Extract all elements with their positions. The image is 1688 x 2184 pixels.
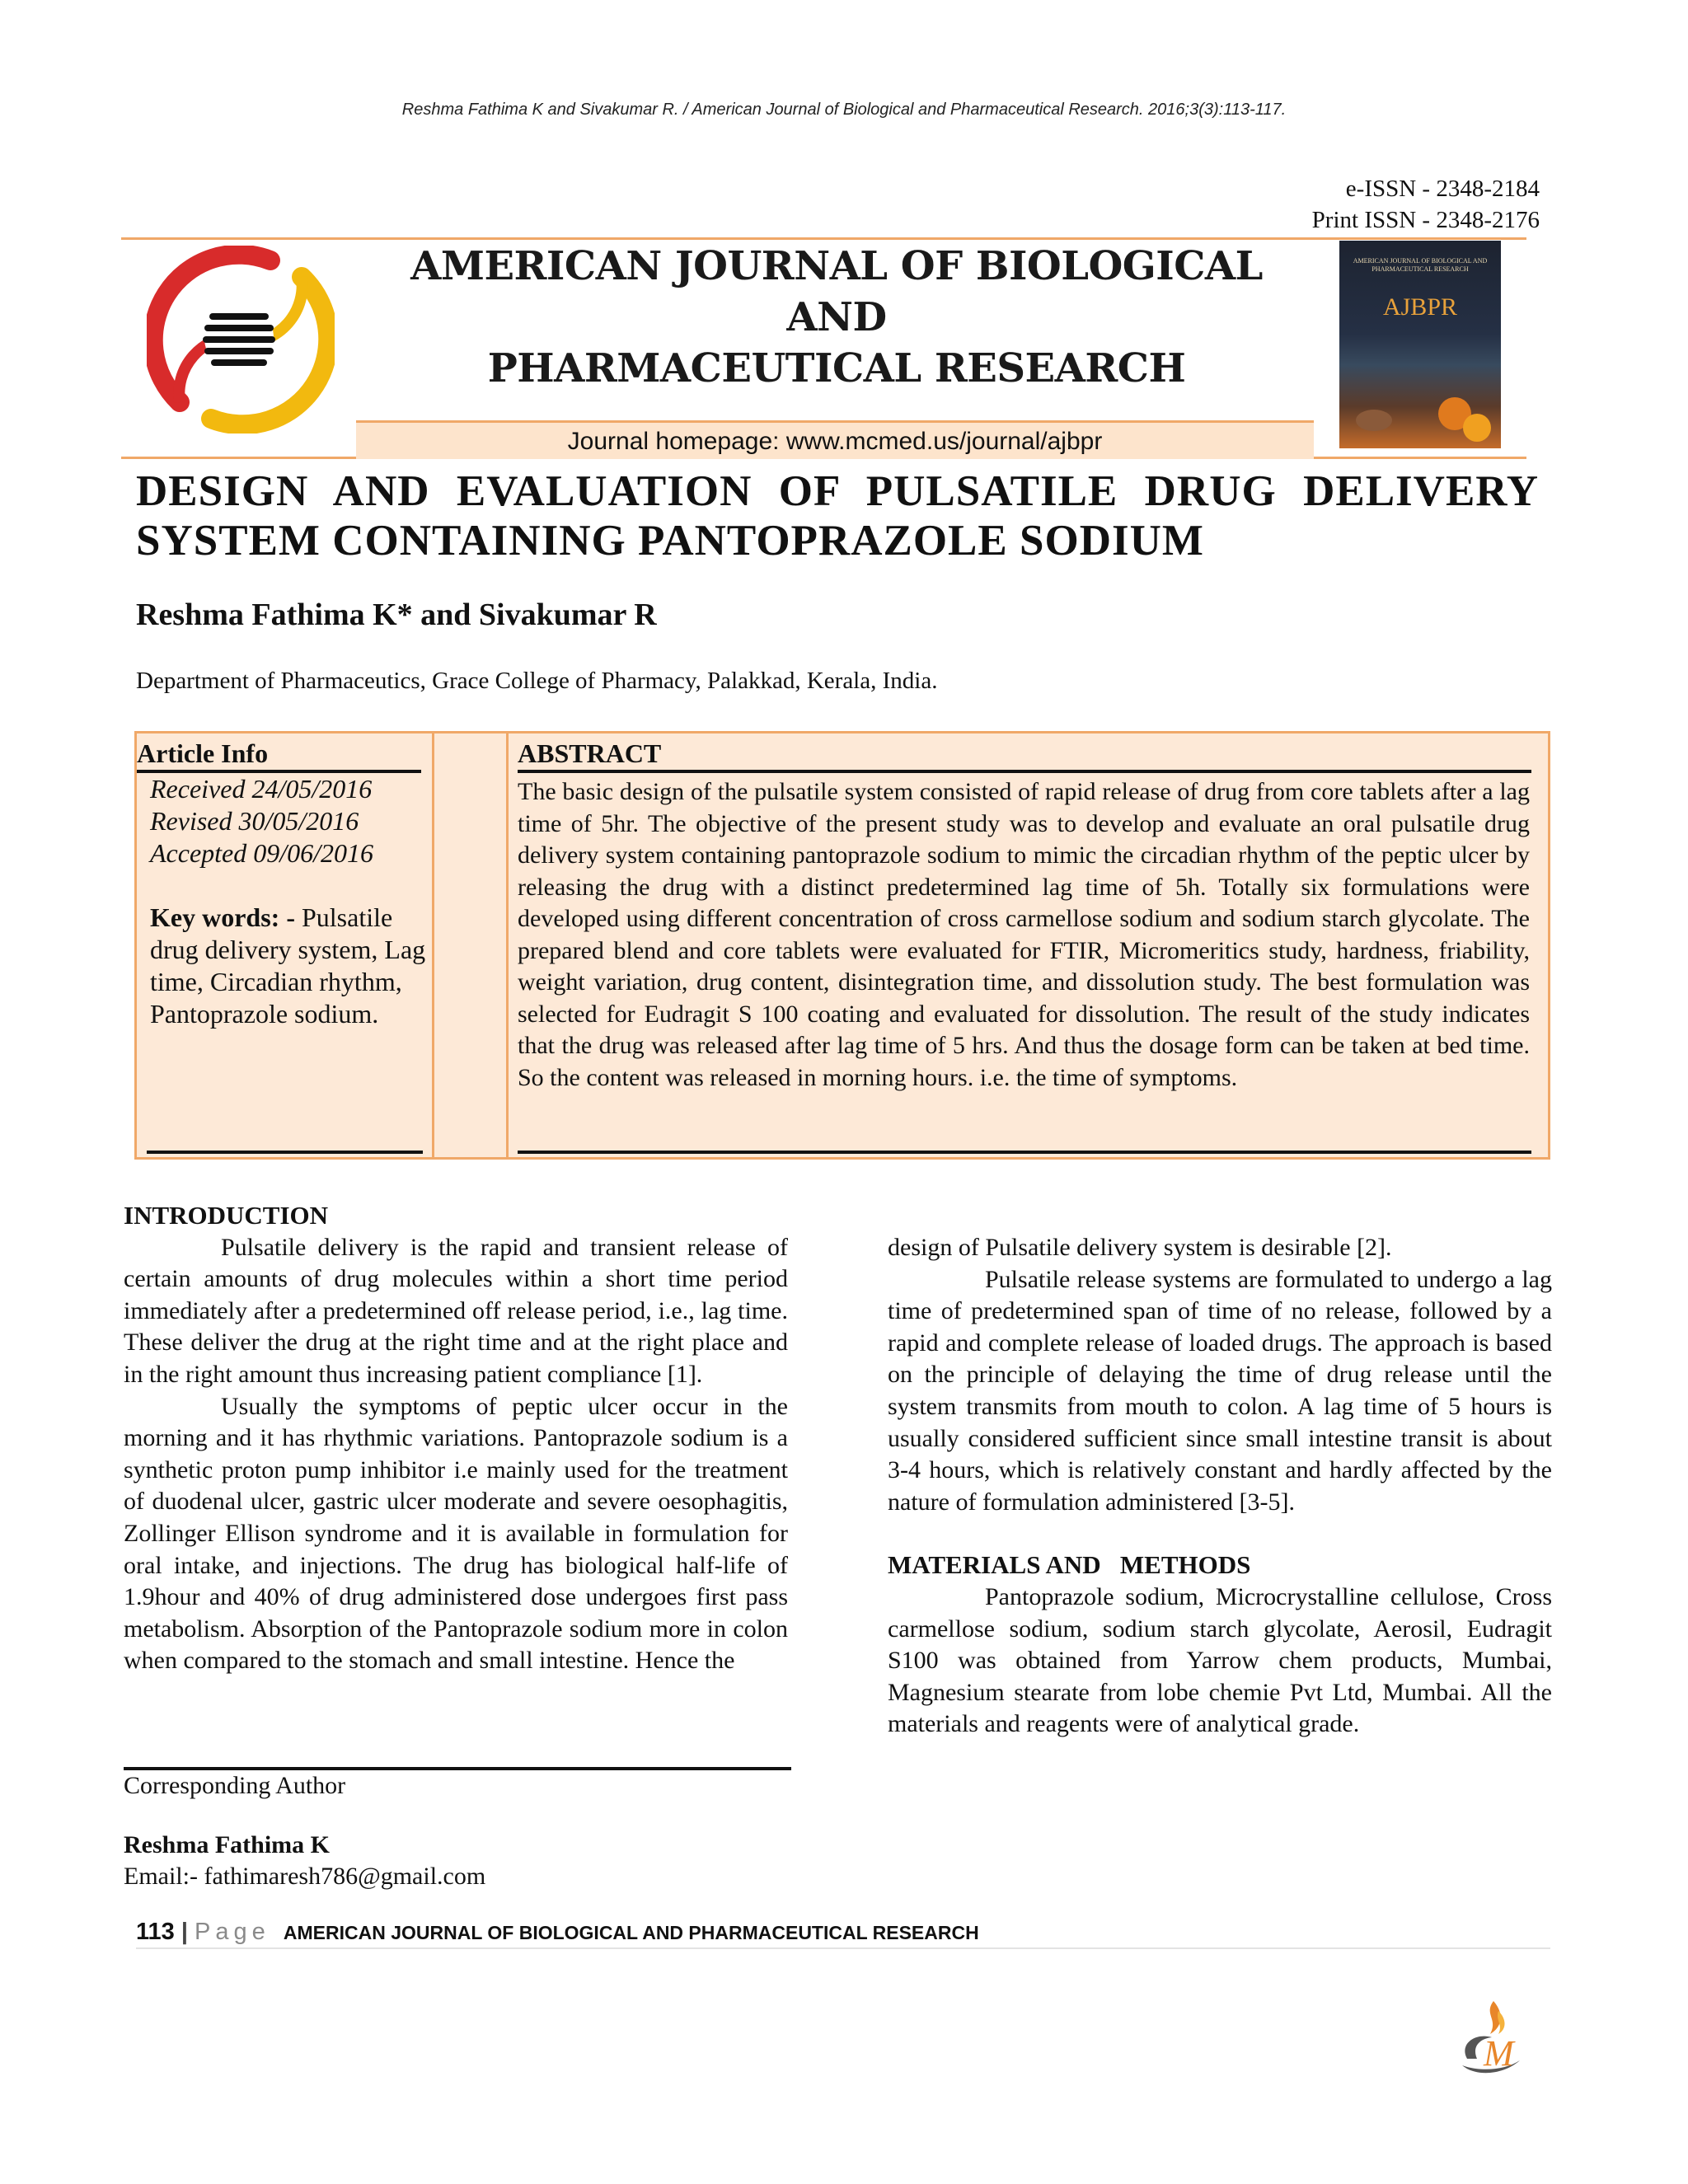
e-issn: e-ISSN - 2348-2184 — [1345, 176, 1540, 202]
running-head: Reshma Fathima K and Sivakumar R. / American Journal of Biological and Pharmaceutical Research. 2016;3(3):113-117. — [401, 101, 1287, 119]
svg-text:M: M — [1484, 2033, 1514, 2074]
page-footer — [136, 1919, 979, 1946]
cover-journal-name: AMERICAN JOURNAL OF BIOLOGICAL AND PHARMACEUTICAL RESEARCH — [1353, 257, 1488, 273]
journal-homepage[interactable]: Journal homepage: www.mcmed.us/journal/ajbpr — [567, 428, 1103, 455]
right-column — [888, 1232, 1552, 1741]
journal-cover-image — [1339, 241, 1501, 448]
cover-pill-shape — [1463, 414, 1491, 442]
page-number: 113 — [136, 1919, 175, 1945]
article-info-heading: Article Info — [137, 738, 269, 768]
affiliation: Department of Pharmaceutics, Grace College of Pharmacy, Palakkad, Kerala, India. — [136, 668, 938, 694]
introduction-paragraph: Pulsatile delivery is the rapid and transient release of certain amounts of drug molecules within a short time period immediately after a predetermined off release period, i.e., lag time. These deliver the drug at the right time and at the right place and in the right amount thus increasing patient compliance [1]. — [124, 1233, 788, 1388]
footer-journal-name: AMERICAN JOURNAL OF BIOLOGICAL AND PHARMACEUTICAL RESEARCH — [283, 1922, 979, 1943]
article-info-box — [134, 731, 1550, 1160]
page-word: Page — [195, 1919, 270, 1945]
issn-block — [1312, 173, 1540, 236]
introduction-paragraph: design of Pulsatile delivery system is desirable [2]. — [888, 1234, 1392, 1261]
publisher-logo — [1451, 1994, 1533, 2085]
masthead-top-rule — [121, 237, 1526, 240]
introduction-paragraph: Pulsatile release systems are formulated to undergo a lag time of predetermined span of time of no release, followed by a rapid and complete release of loaded drugs. The approach is based on the principle of delaying the time of drug release until the system transmits from mouth to colon. A lag time of 5 hours is usually considered sufficient since small intestine transit is about 3-4 hours, which is relatively constant and hardly affected by the nature of formulation administered [3-5]. — [888, 1265, 1552, 1516]
paper-title-line2: SYSTEM CONTAINING PANTOPRAZOLE SODIUM — [136, 517, 1204, 565]
received-date: Received 24/05/2016 — [150, 774, 373, 804]
methods-paragraph: Pantoprazole sodium, Microcrystalline cellulose, Cross carmellose sodium, sodium starch glycolate, Aerosil, Eudragit S100 was obtained from Yarrow chem products, Mumbai, Magnesium stearate from lobe chemie Pvt Ltd, Mumbai. All the materials and reagents were of analytical grade. — [888, 1582, 1552, 1738]
article-dates — [150, 773, 373, 869]
footer-separator: | — [181, 1919, 188, 1945]
revised-date: Revised 30/05/2016 — [150, 806, 359, 836]
article-info-bottom-rule — [147, 1151, 423, 1154]
journal-title-line1: AMERICAN JOURNAL OF BIOLOGICAL AND — [410, 243, 1263, 340]
abstract-rule — [518, 770, 1531, 773]
abstract-text: The basic design of the pulsatile system consisted of rapid release of drug from core tablets after a lag time of 5hr. The objective of the present study was to develop and evaluate an oral pulsatile drug delivery system containing pantoprazole sodium to mimic the circadian rhythm of the peptic ulcer by releasing the drug with a distinct predetermined lag time of 5h. Totally six formulations were developed using different concentration of cross carmellose sodium and sodium starch glycolate. The prepared blend and core tablets were evaluated for FTIR, Micromeritics study, hardness, friability, weight variation, drug content, disintegration time, and dissolution study. The best formulation was selected for Eudragit S 100 coating and evaluated for dissolution. The result of the study indicates that the drug was released after lag time of 5 hrs. And thus the dosage form can be taken at bed time. So the content was released in morning hours. i.e. the time of symptoms. — [518, 778, 1530, 1091]
cover-pill-shape — [1356, 410, 1392, 431]
paper-title — [136, 466, 1539, 565]
column-separator — [432, 733, 434, 1157]
corresponding-email[interactable]: Email:- fathimaresh786@gmail.com — [124, 1863, 486, 1890]
paper-title-line1: DESIGN AND EVALUATION OF PULSATILE DRUG DELIVERY — [136, 467, 1539, 515]
footer-rule — [136, 1947, 1550, 1949]
corresponding-rule — [124, 1767, 791, 1770]
keywords — [150, 902, 430, 1030]
abstract-heading: ABSTRACT — [518, 738, 662, 768]
cover-acronym: AJBPR — [1382, 293, 1458, 321]
abstract-bottom-rule — [518, 1151, 1531, 1154]
methods-heading: MATERIALS AND METHODS — [888, 1550, 1251, 1580]
corresponding-name: Reshma Fathima K — [124, 1831, 330, 1858]
introduction-heading: INTRODUCTION — [124, 1201, 329, 1230]
journal-logo — [147, 246, 335, 434]
keywords-label: Key words: - — [150, 902, 302, 932]
left-column — [124, 1200, 788, 1677]
authors: Reshma Fathima K* and Sivakumar R — [136, 598, 657, 632]
introduction-paragraph: Usually the symptoms of peptic ulcer occur in the morning and it has rhythmic variations. Pantoprazole sodium is a synthetic proton pump inhibitor i.e mainly used for the treatment of duodenal ulcer, gastric ulcer moderate and severe oesophagitis, Zollinger Ellison syndrome and it is available in formulation for oral intake, and injections. The drug has biological half-life of 1.9hour and 40% of drug administered dose undergoes first pass metabolism. Absorption of the Pantoprazole sodium more in colon when compared to the stomach and small intestine. Hence the — [124, 1392, 788, 1675]
accepted-date: Accepted 09/06/2016 — [150, 838, 374, 868]
column-separator — [506, 733, 509, 1157]
journal-title — [379, 241, 1294, 394]
corresponding-label: Corresponding Author — [124, 1772, 346, 1799]
keywords-text: Pulsatile drug delivery system, Lag time, Circadian rhythm, Pantoprazole sodium. — [150, 902, 426, 1029]
homepage-bar — [356, 420, 1314, 459]
journal-title-line2: PHARMACEUTICAL RESEARCH — [487, 345, 1186, 391]
print-issn: Print ISSN - 2348-2176 — [1311, 207, 1540, 233]
